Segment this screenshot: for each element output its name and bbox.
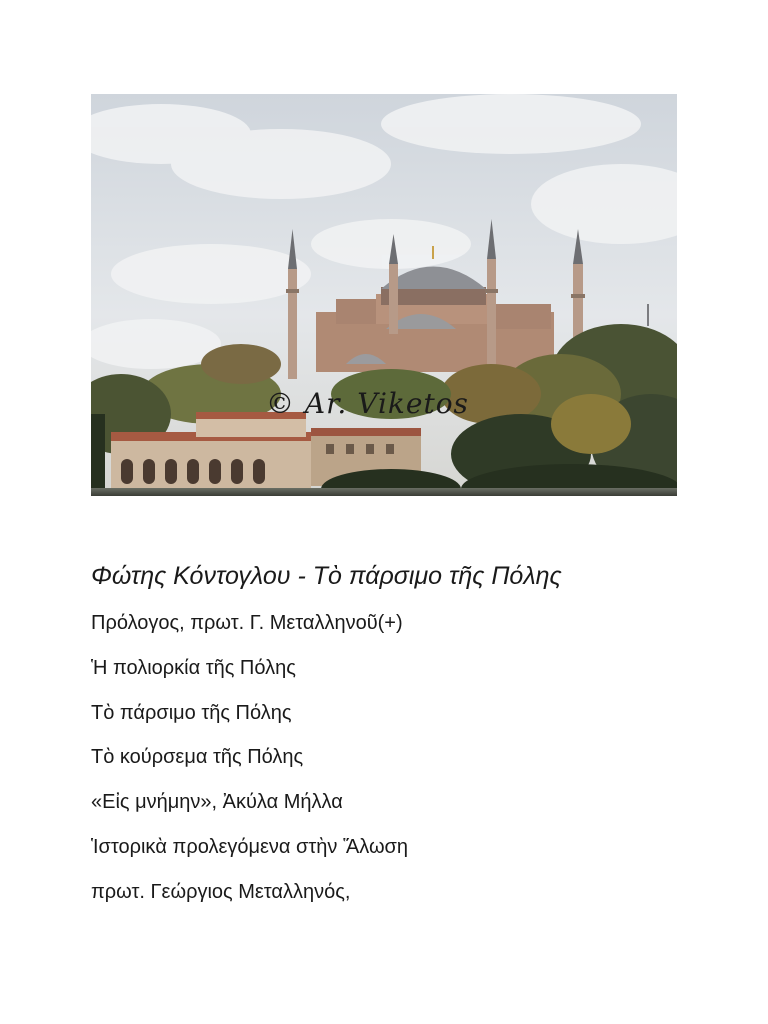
contents-item: Ἡ πολιορκία τῆς Πόλης [91,656,296,679]
contents-item: Πρόλογος, πρωτ. Γ. Μεταλληνοῦ(+) [91,612,403,634]
hagia-sophia-photo [91,94,677,496]
cover-photo [91,94,677,496]
contents-item: «Εἰς μνήμην», Ἀκύλα Μήλλα [91,791,343,814]
contents-list [91,612,408,926]
contents-item: πρωτ. Γεώργιος Μεταλληνός, [91,880,351,903]
contents-item: Τὸ πάρσιμο τῆς Πόλης [91,701,292,724]
document-title: Φώτης Κόντογλου - Τὸ πάρσιμο τῆς Πόλης [91,562,562,590]
contents-item: Τὸ κούρσεμα τῆς Πόλης [91,746,304,769]
contents-item: Ἱστορικὰ προλεγόμενα στὴν Ἅλωση [91,835,409,858]
photo-watermark: © Ar. Viketos [266,387,469,420]
